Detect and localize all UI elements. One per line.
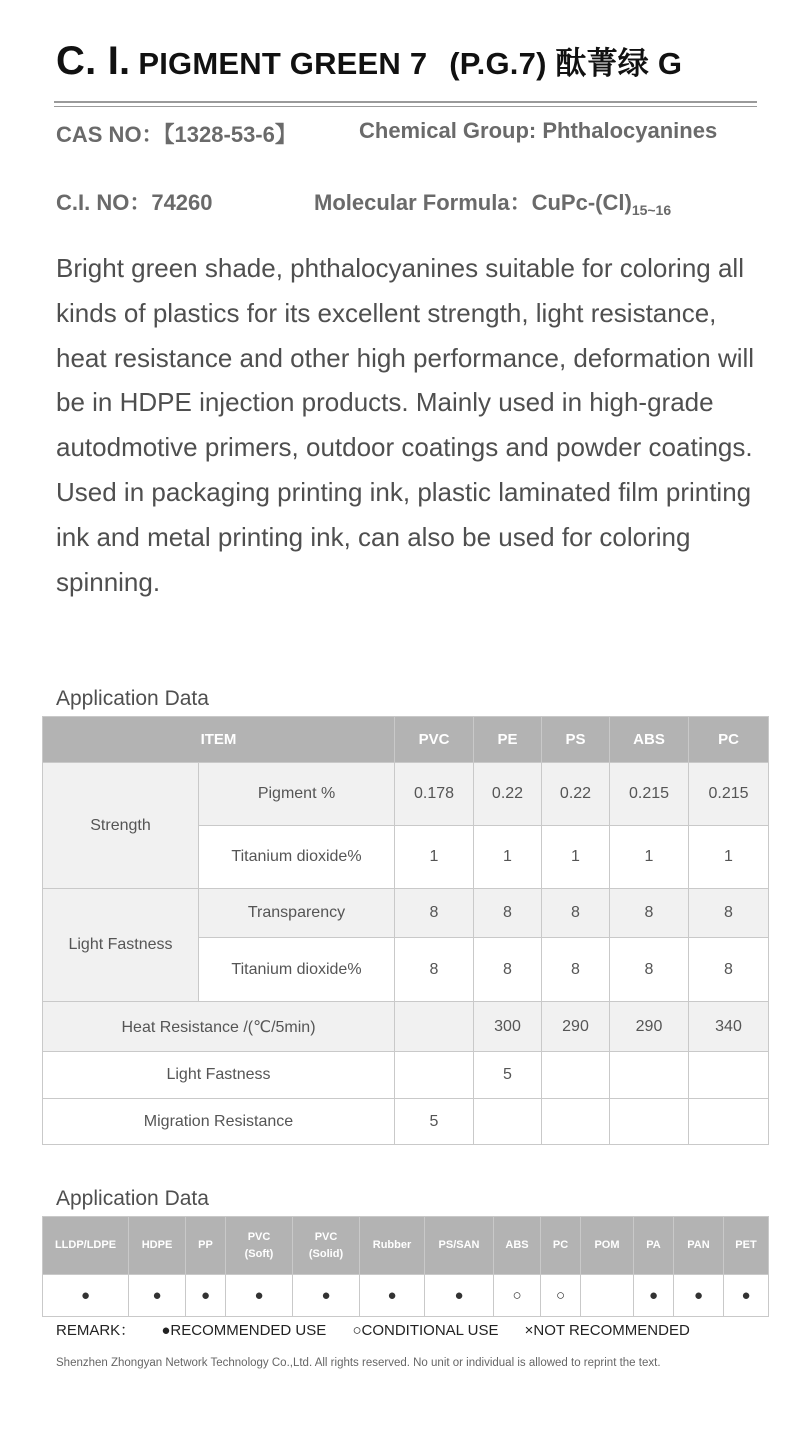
table-cell: 8 [610,938,689,1002]
table-cell: 8 [542,938,610,1002]
header-pet: PET [724,1217,769,1275]
chemical-group: Chemical Group: Phthalocyanines [359,118,718,143]
remark-recommended: ●RECOMMENDED USE [161,1322,327,1339]
pigment-code: (P.G.7) 酞菁绿 G [449,46,683,81]
application-data-title-2: Application Data [56,1187,209,1210]
title-divider [54,101,757,103]
migration-resistance-label: Migration Resistance [43,1099,395,1145]
table-cell [474,1099,542,1145]
header-pvc: PVC [395,717,474,763]
light-fastness-row-label: Light Fastness [43,1052,395,1099]
cas-number: CAS NO：【1328-53-6】 [56,122,297,147]
header-abs: ABS [610,717,689,763]
header-lldp-ldpe: LLDP/LDPE [43,1217,129,1275]
table-cell [689,1099,769,1145]
table-cell: 1 [395,826,474,889]
heat-resistance-label: Heat Resistance /(℃/5min) [43,1002,395,1052]
table-row [43,1099,769,1145]
formula-main: Molecular Formula：CuPc-(Cl) [314,190,632,215]
header-ps: PS [542,717,610,763]
usage-mark: ○ [541,1275,581,1317]
header-pvc-soft: PVC (Soft) [226,1217,293,1275]
usage-mark: ● [634,1275,674,1317]
table-cell: 8 [474,889,542,938]
usage-mark [581,1275,634,1317]
row-label: Titanium dioxide% [199,938,395,1002]
pigment-name: PIGMENT GREEN 7 [138,46,428,81]
table-row [43,1002,769,1052]
table-row [43,763,769,826]
table-cell: 8 [395,938,474,1002]
strength-label: Strength [43,763,199,889]
header-pom: POM [581,1217,634,1275]
table-cell: 340 [689,1002,769,1052]
remark-label: REMARK： [56,1322,136,1339]
table-cell: 1 [474,826,542,889]
application-data-table [42,716,769,1145]
table-cell: 0.22 [474,763,542,826]
table-cell: 8 [689,889,769,938]
table-cell: 0.215 [689,763,769,826]
row-label: Titanium dioxide% [199,826,395,889]
row-label: Transparency [199,889,395,938]
header-ps-san: PS/SAN [425,1217,494,1275]
header-rubber: Rubber [360,1217,425,1275]
header-abs: ABS [494,1217,541,1275]
table-cell: 8 [610,889,689,938]
ci-number: C.I. NO：74260 [56,190,213,215]
table-cell [395,1052,474,1099]
header-pc: PC [689,717,769,763]
table-cell: 8 [542,889,610,938]
header-pc: PC [541,1217,581,1275]
table-cell: 8 [395,889,474,938]
table-cell: 0.22 [542,763,610,826]
remark-conditional: ○CONDITIONAL USE [352,1322,499,1339]
usage-mark: ● [43,1275,129,1317]
usage-mark: ● [724,1275,769,1317]
table-cell [395,1002,474,1052]
usage-mark: ● [129,1275,186,1317]
table-cell: 300 [474,1002,542,1052]
header-pan: PAN [674,1217,724,1275]
usage-mark: ● [425,1275,494,1317]
table-cell: 0.215 [610,763,689,826]
header-item: ITEM [43,717,395,763]
copyright-footer: Shenzhen Zhongyan Network Technology Co.,Ltd. All rights reserved. No unit or individual is allowed to reprint the text. [56,1357,661,1369]
title-divider-thin [54,106,757,107]
table-cell [542,1052,610,1099]
usage-mark: ● [360,1275,425,1317]
table-cell: 5 [474,1052,542,1099]
header-pp: PP [186,1217,226,1275]
page-title [56,38,682,84]
row-label: Pigment % [199,763,395,826]
table-cell: 290 [542,1002,610,1052]
usage-mark: ○ [494,1275,541,1317]
table-cell: 1 [542,826,610,889]
product-description: Bright green shade, phthalocyanines suitable for coloring all kinds of plastics for its excellent strength, light resistance, heat resistance and other high performance, deformation will be in HDPE injection products. Mainly used in high-grade autodmotive primers, outdoor coatings and powder coatings. Used in packaging printing ink, plastic laminated film printing ink and metal printing ink, can also be used for coloring spinning. [56,253,755,597]
usage-header-row [43,1217,769,1275]
table-cell: 8 [689,938,769,1002]
table-cell [610,1052,689,1099]
header-pa: PA [634,1217,674,1275]
table-cell [689,1052,769,1099]
table-cell: 290 [610,1002,689,1052]
usage-values-row [43,1275,769,1317]
table-cell [542,1099,610,1145]
light-fastness-label: Light Fastness [43,889,199,1002]
table-cell: 5 [395,1099,474,1145]
molecular-formula [314,186,671,218]
usage-mark: ● [226,1275,293,1317]
usage-mark: ● [293,1275,360,1317]
header-pe: PE [474,717,542,763]
usage-mark: ● [674,1275,724,1317]
usage-mark: ● [186,1275,226,1317]
table-cell: 8 [474,938,542,1002]
table-cell: 1 [689,826,769,889]
remark-not-recommended: ×NOT RECOMMENDED [524,1322,690,1339]
ci-label: C. I. [56,39,131,83]
remark-legend [56,1319,712,1340]
table-row [43,1052,769,1099]
table-cell: 1 [610,826,689,889]
header-pvc-solid: PVC (Solid) [293,1217,360,1275]
table-cell: 0.178 [395,763,474,826]
formula-subscript: 15~16 [631,202,672,218]
table-row [43,889,769,938]
table-cell [610,1099,689,1145]
table-header-row [43,717,769,763]
header-hdpe: HDPE [129,1217,186,1275]
application-data-title: Application Data [56,687,209,710]
application-usage-table [42,1216,769,1317]
